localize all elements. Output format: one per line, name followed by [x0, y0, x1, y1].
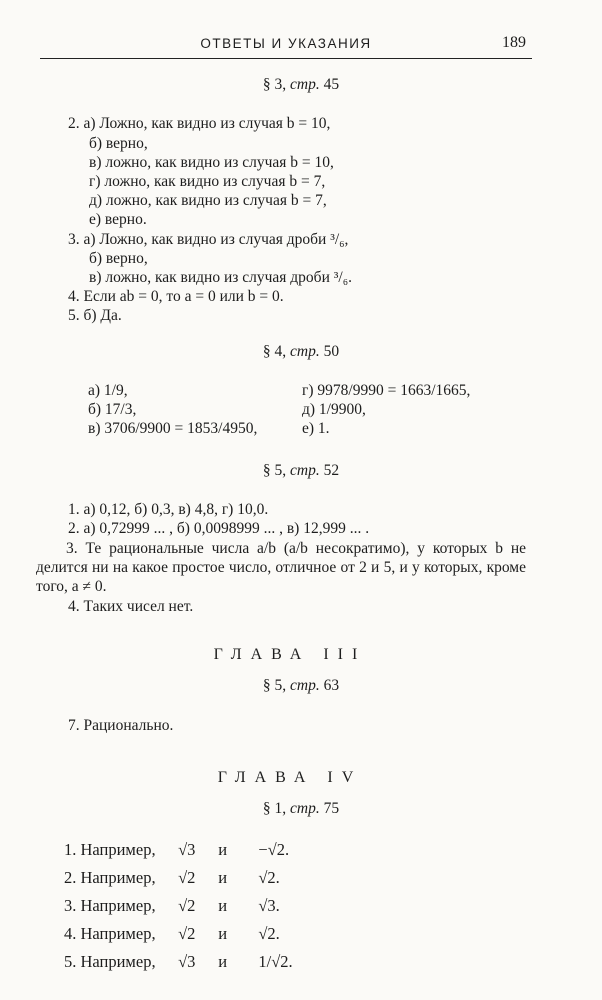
- answer-line: г) ложно, как видно из случая b = 7,: [89, 173, 326, 190]
- answer-item: б) 17/3,: [88, 401, 137, 418]
- page-number: 189: [502, 34, 526, 51]
- section-4-heading: § 4, стр. 50: [262, 343, 340, 360]
- example-item: 5. Например, √3 и 1/√2.: [64, 952, 293, 971]
- answer-line: 2. а) 0,72999 ... , б) 0,0098999 ... , в) 12,999 ... .: [68, 520, 370, 537]
- answer-line: в) ложно, как видно из случая дроби ³/₆.: [89, 269, 352, 286]
- example-item: 4. Например, √2 и √2.: [64, 924, 280, 943]
- section-3-heading: § 3, стр. 45: [262, 76, 340, 93]
- chapter-3-title: ГЛАВА III: [213, 646, 367, 663]
- example-item: 2. Например, √2 и √2.: [64, 868, 280, 887]
- example-item: 3. Например, √2 и √3.: [64, 896, 280, 915]
- running-header: [40, 36, 532, 59]
- answer-item: в) 3706/9900 = 1853/4950,: [88, 420, 258, 437]
- section-5-heading: § 5, стр. 52: [262, 462, 340, 479]
- chapter-4-title: ГЛАВА IV: [217, 769, 363, 786]
- chapter-4-section-heading: § 1, стр. 75: [262, 800, 340, 817]
- answer-line: б) верно,: [89, 250, 148, 267]
- answer-item: д) 1/9900,: [302, 401, 366, 418]
- answer-item: а) 1/9,: [88, 382, 128, 399]
- example-item: 1. Например, √3 и −√2.: [64, 840, 290, 859]
- answer-line: 5. б) Да.: [68, 307, 122, 324]
- answer-item: г) 9978/9990 = 1663/1665,: [302, 382, 471, 399]
- answer-line: 4. Если ab = 0, то a = 0 или b = 0.: [68, 288, 284, 305]
- answer-column-left: [88, 381, 257, 438]
- header-title: ОТВЕТЫ И УКАЗАНИЯ: [200, 36, 372, 51]
- answer-line: 4. Таких чисел нет.: [68, 598, 194, 615]
- answer-line: б) верно,: [89, 135, 148, 152]
- answer-line: 3. а) Ложно, как видно из случая дроби ³/₆,: [68, 231, 349, 248]
- answer-item: е) 1.: [302, 420, 330, 437]
- answer-line: 1. а) 0,12, б) 0,3, в) 4,8, г) 10,0.: [68, 501, 269, 518]
- answer-line: в) ложно, как видно из случая b = 10,: [89, 154, 334, 171]
- answer-column-right: [302, 381, 470, 438]
- answer-paragraph: 3. Те рациональные числа a/b (a/b несократимо), у которых b не делится ни на какое простое число, отличное от 2 и 5, и у которых, кроме того, a ≠ 0.: [36, 540, 526, 595]
- chapter-3-section-heading: § 5, стр. 63: [262, 677, 340, 694]
- answer-line: д) ложно, как видно из случая b = 7,: [89, 192, 327, 209]
- answer-line: 7. Рационально.: [68, 717, 174, 734]
- answer-line: е) верно.: [89, 211, 147, 228]
- answer-line: 2. а) Ложно, как видно из случая b = 10,: [68, 115, 331, 132]
